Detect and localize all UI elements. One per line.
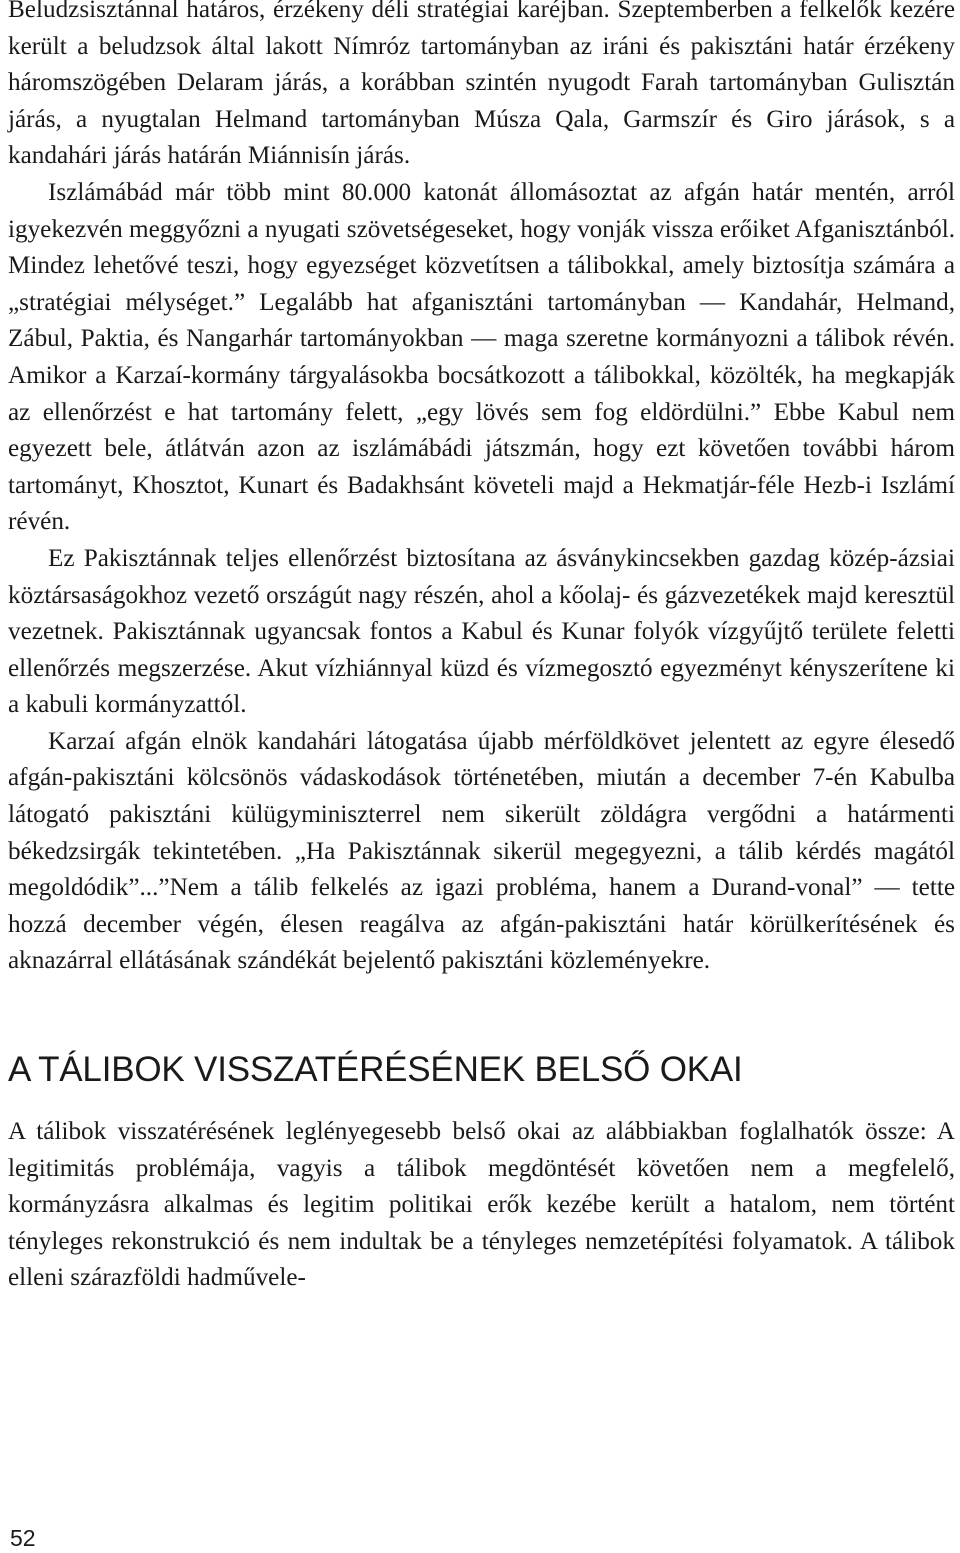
paragraph-karzai-visit: Karzaí afgán elnök kandahári látogatása újabb mérföldkövet jelentett az egyre élesedő afgán-pakisztáni kölcsönös vádaskodások történetében, miután a december 7-én Kabulba látogató pakisztáni külügyminiszterrel nem sikerült zöldágra vergődni a határmenti békedzsirgák tekintetében. „Ha Pakisztánnak sikerül megegyezni, a tálib kérdés magától megoldódik”...”Nem a tálib felkelés az igazi probléma, hanem a Durand-vonal” — tette hozzá december végén, élesen reagálva az afgán-pakisztáni határ körülkerítésének és aknazárral ellátásának szándékát bejelentő pakisztáni közleményekre.	[8, 727, 955, 975]
section-heading: A TÁLIBOK VISSZATÉRÉSÉNEK BELSŐ OKAI	[8, 1050, 743, 1090]
paragraph-continuation: Beludzsisztánnal határos, érzékeny déli stratégiai karéjban. Szeptemberben a felkelők kezére került a beludzsok által lakott Nímróz tartományban az iráni és pakisztáni határ érzékeny háromszögében Delaram járás, a korábban szintén nyugodt Farah tartományban Gulisztán járás, a nyugtalan Helmand tartományban Músza Qala, Garmszír és Giro járások, s a kandahári járás határán Miánnisín járás.	[8, 0, 955, 170]
paragraph-internal-reasons: A tálibok visszatérésének leglényegesebb belső okai az alábbiakban foglalhatók össze: A legitimitás problémája, vagyis a tálibok megdöntését követően nem a megfelelő, kormányzásra alkalmas és legitim politikai erők kezébe került a hatalom, nem történt tényleges rekonstrukció és nem indultak be a tényleges nemzetépítési folyamatok. A tálibok elleni szárazföldi hadművele-	[8, 1118, 955, 1292]
paragraph-pakistan-control: Ez Pakisztánnak teljes ellenőrzést biztosítana az ásványkincsekben gazdag közép-ázsiai köztársaságokhoz vezető országút nagy részén, ahol a kőolaj- és gázvezetékek majd keresztül vezetnek. Pakisztánnak ugyancsak fontos a Kabul és Kunar folyók vízgyűjtő területe feletti ellenőrzés megszerzése. Akut vízhiánnyal küzd és vízmegosztó egyezményt kényszerítene ki a kabuli kormányzattól.	[8, 544, 955, 719]
page-number: 52	[10, 1525, 36, 1551]
paragraph-military-presence: Iszlámábád már több mint 80.000 katonát állomásoztat az afgán határ mentén, arról igyekezvén meggyőzni a nyugati szövetségeseket, hogy vonják vissza erőiket Afganisztánból. Mindez lehetővé teszi, hogy egyezséget közvetítsen a tálibokkal, amely biztosítja számára a „stratégiai mélységet.” Legalább hat afganisztáni tartományban — Kandahár, Helmand, Zábul, Paktia, és Nangarhár tartományokban — maga szeretne kormányozni a tálibok révén. Amikor a Karzaí-kormány tárgyalásokba bocsátkozott a tálibokkal, közölték, ha megkapják az ellenőrzést e hat tartomány felett, „egy lövés sem fog eldördülni.” Ebbe Kabul nem egyezett bele, átlátván azon az iszlámábádi játszmán, hogy ezt követően további három tartományt, Khosztot, Kunart és Badakhsánt követeli majd a Hekmatjár-féle Hezb-i Iszlámí révén.	[8, 178, 955, 536]
document-page	[8, 0, 955, 1297]
